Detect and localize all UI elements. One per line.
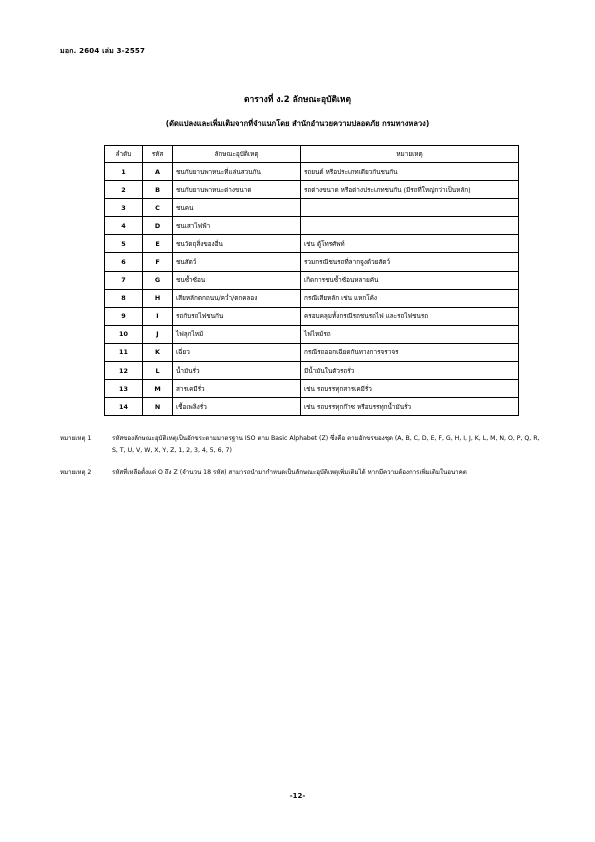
row-order: 13 — [105, 380, 143, 398]
row-code: F — [143, 253, 173, 271]
row-remark: รถยนต์ หรือประเภทเดียวกันชนกัน — [301, 163, 519, 181]
table-row — [105, 181, 519, 199]
row-code: D — [143, 217, 173, 235]
header-order: ลำดับ — [105, 146, 143, 163]
table-row — [105, 380, 519, 398]
table-row — [105, 289, 519, 307]
row-order: 6 — [105, 253, 143, 271]
table-row — [105, 235, 519, 253]
row-accident-type: ชนสัตว์ — [173, 253, 301, 271]
row-code: I — [143, 307, 173, 325]
note-text: รหัสที่เหลือตั้งแต่ O ถึง Z (จำนวน 18 รหัส) สามารถนำมากำหนดเป็นลักษณะอุบัติเหตุเพิ่มเติมได้ หากมีความต้องการเพิ่มเติมในอนาคต — [112, 469, 467, 476]
table-body — [105, 163, 519, 416]
table-row — [105, 217, 519, 235]
row-accident-type: เสียหลักตกถนน/คว่ำ/ตกคลอง — [173, 289, 301, 307]
table-subtitle: (ดัดแปลงและเพิ่มเติมจากที่จำแนกโดย สำนักอำนวยความปลอดภัย กรมทางหลวง) — [165, 119, 430, 128]
table-title: ตารางที่ ง.2 ลักษณะอุบัติเหตุ — [243, 95, 352, 105]
row-accident-type: ชนกับยานพาหนะที่แล่นสวนกัน — [173, 163, 301, 181]
table-row — [105, 398, 519, 416]
row-accident-type: ไฟลุกไหม้ — [173, 325, 301, 343]
row-accident-type: เชื้อเพลิงรั่ว — [173, 398, 301, 416]
row-remark: รถต่างขนาด หรือต่างประเภทชนกัน (มีรถที่ใหญ่กว่าเป็นหลัก) — [301, 181, 519, 199]
page-number: -12- — [289, 792, 306, 800]
row-order: 9 — [105, 307, 143, 325]
table-header-row — [105, 146, 519, 163]
row-accident-type: เฉี่ยว — [173, 343, 301, 361]
row-accident-type: รถกับรถไฟชนกัน — [173, 307, 301, 325]
document-code: มอก. 2604 เล่ม 3-2557 — [60, 47, 146, 55]
row-order: 11 — [105, 343, 143, 361]
table-row — [105, 253, 519, 271]
row-remark: เกิดการชนซ้ำซ้อนหลายคัน — [301, 271, 519, 289]
row-accident-type: ชนคน — [173, 199, 301, 217]
accident-type-table — [104, 145, 519, 416]
row-order: 1 — [105, 163, 143, 181]
row-order: 14 — [105, 398, 143, 416]
row-code: A — [143, 163, 173, 181]
note-2 — [60, 467, 540, 479]
header-remark: หมายเหตุ — [301, 146, 519, 163]
row-code: K — [143, 343, 173, 361]
row-code: B — [143, 181, 173, 199]
row-remark: กรณีเสียหลัก เช่น แหกโค้ง — [301, 289, 519, 307]
table-row — [105, 343, 519, 361]
row-order: 5 — [105, 235, 143, 253]
note-text: รหัสของลักษณะอุบัติเหตุเป็นอักขระตามมาตรฐาน ISO ตาม Basic Alphabet (Z) ซึ่งคือ ตามอักขรของชุด (A, B, C, D, E, F, G, H, I, J, K, L, M, N, O, P, Q, R, S, T, U, V, W, X, Y, Z, 1, 2, 3, 4, 5, 6, 7) — [112, 435, 540, 454]
row-order: 3 — [105, 199, 143, 217]
row-order: 10 — [105, 325, 143, 343]
row-remark: ครอบคลุมทั้งกรณีรถชนรถไฟ และรถไฟชนรถ — [301, 307, 519, 325]
row-remark: กรณีรถออกเฉียดกันทางการจราจร — [301, 343, 519, 361]
row-order: 12 — [105, 362, 143, 380]
table-row — [105, 163, 519, 181]
table-row — [105, 271, 519, 289]
row-code: C — [143, 199, 173, 217]
table-row — [105, 199, 519, 217]
row-code: E — [143, 235, 173, 253]
row-remark: มีน้ำมันในตัวรถรั่ว — [301, 362, 519, 380]
table-row — [105, 362, 519, 380]
row-code: H — [143, 289, 173, 307]
row-accident-type: ชนกับยานพาหนะต่างขนาด — [173, 181, 301, 199]
row-code: G — [143, 271, 173, 289]
table-row — [105, 307, 519, 325]
row-remark: เช่น รถบรรทุกก๊าซ หรือบรรทุกน้ำมันรั่ว — [301, 398, 519, 416]
row-order: 7 — [105, 271, 143, 289]
row-remark — [301, 217, 519, 235]
notes-section — [60, 433, 540, 489]
note-label: หมายเหตุ 1 — [60, 435, 92, 442]
row-remark: เช่น ตู้โทรศัพท์ — [301, 235, 519, 253]
row-order: 2 — [105, 181, 143, 199]
row-code: J — [143, 325, 173, 343]
note-1 — [60, 433, 540, 457]
row-order: 4 — [105, 217, 143, 235]
row-order: 8 — [105, 289, 143, 307]
note-label: หมายเหตุ 2 — [60, 469, 92, 476]
row-remark: รวมกรณีชนรถที่ลากจูงด้วยสัตว์ — [301, 253, 519, 271]
row-accident-type: สารเคมีรั่ว — [173, 380, 301, 398]
row-accident-type: ชนวัตถุสิ่งของอื่น — [173, 235, 301, 253]
row-code: L — [143, 362, 173, 380]
row-code: N — [143, 398, 173, 416]
row-accident-type: ชนเสาไฟฟ้า — [173, 217, 301, 235]
header-accident-type: ลักษณะอุบัติเหตุ — [173, 146, 301, 163]
row-remark: ไฟไหม้รถ — [301, 325, 519, 343]
row-accident-type: ชนซ้ำซ้อน — [173, 271, 301, 289]
row-accident-type: น้ำมันรั่ว — [173, 362, 301, 380]
table-row — [105, 325, 519, 343]
row-code: M — [143, 380, 173, 398]
row-remark: เช่น รถบรรทุกสารเคมีรั่ว — [301, 380, 519, 398]
header-code: รหัส — [143, 146, 173, 163]
row-remark — [301, 199, 519, 217]
